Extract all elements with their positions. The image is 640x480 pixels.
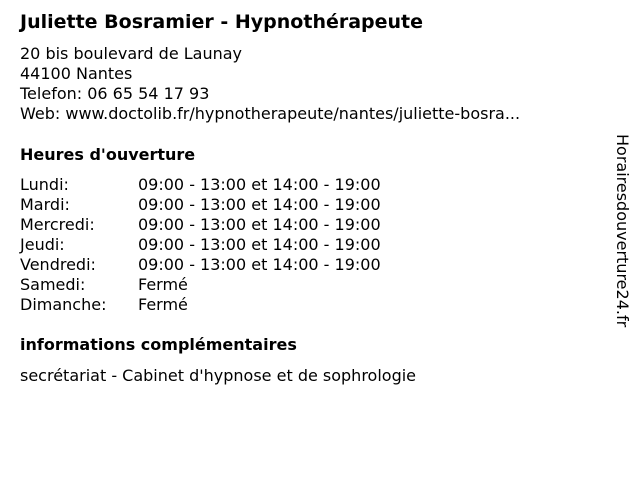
watermark-text: Horairesdouverture24.fr	[613, 134, 632, 328]
time-value: Fermé	[138, 295, 188, 314]
hours-row-vendredi	[20, 255, 381, 275]
hours-table	[20, 175, 381, 315]
hours-heading: Heures d'ouverture	[20, 145, 196, 164]
address-city: 44100 Nantes	[20, 64, 133, 83]
hours-row-jeudi	[20, 235, 381, 255]
extra-info-text: secrétariat - Cabinet d'hypnose et de sophrologie	[20, 366, 417, 385]
time-value: 09:00 - 13:00 et 14:00 - 19:00	[138, 195, 381, 214]
hours-row-lundi	[20, 175, 381, 195]
address-street: 20 bis boulevard de Launay	[20, 44, 243, 63]
hours-row-mercredi	[20, 215, 381, 235]
time-value: 09:00 - 13:00 et 14:00 - 19:00	[138, 175, 381, 194]
day-label: Mardi:	[20, 195, 70, 214]
day-label: Mercredi:	[20, 215, 95, 234]
time-value: Fermé	[138, 275, 188, 294]
day-label: Vendredi:	[20, 255, 96, 274]
website-line: Web: www.doctolib.fr/hypnotherapeute/nantes/juliette-bosra...	[20, 104, 521, 123]
hours-row-mardi	[20, 195, 381, 215]
day-label: Dimanche:	[20, 295, 107, 314]
day-label: Jeudi:	[20, 235, 65, 254]
contact-block	[20, 44, 520, 124]
time-value: 09:00 - 13:00 et 14:00 - 19:00	[138, 255, 381, 274]
day-label: Samedi:	[20, 275, 86, 294]
business-title: Juliette Bosramier - Hypnothérapeute	[20, 11, 424, 33]
extra-info-heading: informations complémentaires	[20, 335, 297, 354]
time-value: 09:00 - 13:00 et 14:00 - 19:00	[138, 235, 381, 254]
day-label: Lundi:	[20, 175, 69, 194]
phone-line: Telefon: 06 65 54 17 93	[20, 84, 210, 103]
hours-row-dimanche	[20, 295, 381, 315]
time-value: 09:00 - 13:00 et 14:00 - 19:00	[138, 215, 381, 234]
hours-row-samedi	[20, 275, 381, 295]
